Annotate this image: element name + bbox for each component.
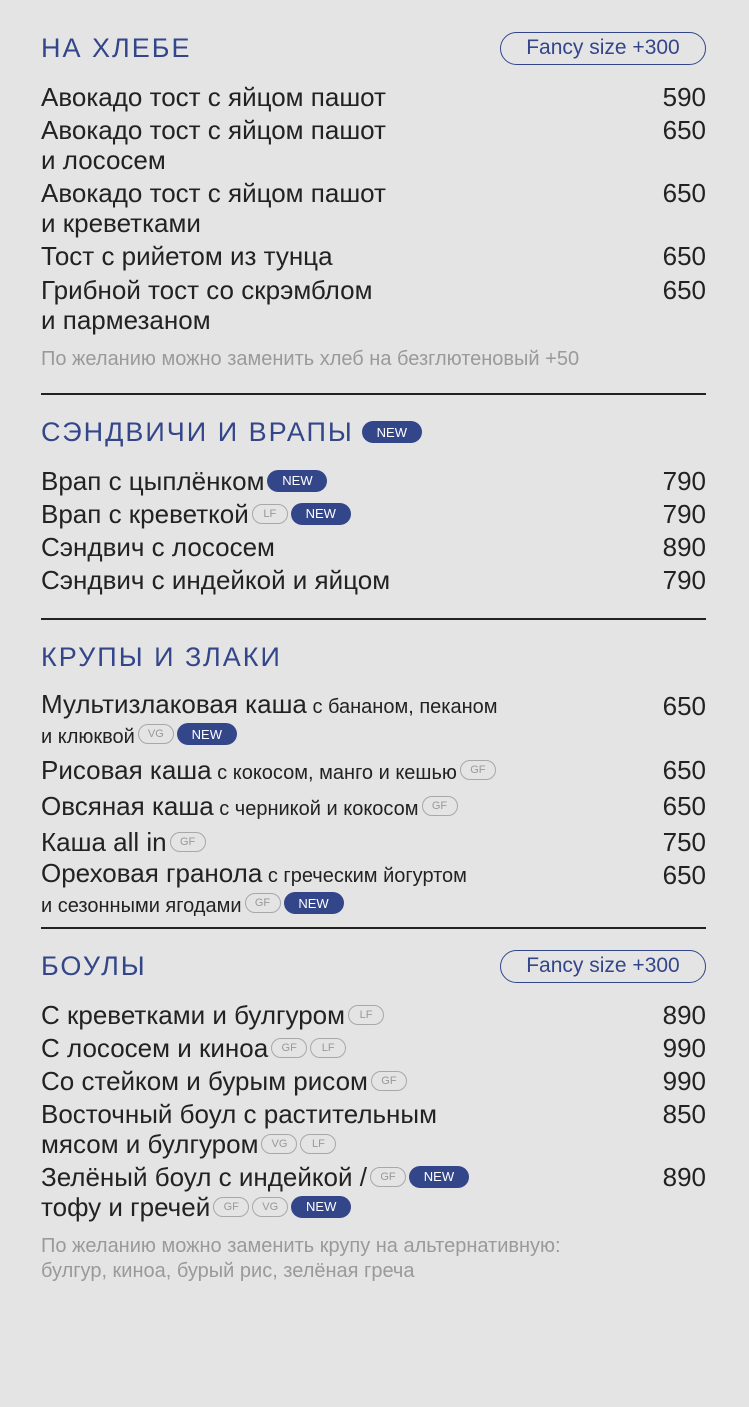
item-description: и сезонными ягодами bbox=[41, 895, 242, 917]
new-badge: NEW bbox=[291, 1196, 351, 1218]
section-header bbox=[41, 412, 706, 452]
section-title: КРУПЫ И ЗЛАКИ bbox=[41, 641, 282, 672]
gf-tag: GF bbox=[271, 1038, 307, 1058]
section-title: НА ХЛЕБЕ bbox=[41, 32, 192, 63]
item-name: Сэндвич с индейкой и яйцом bbox=[41, 565, 391, 595]
item-price: 590 bbox=[662, 82, 706, 112]
item-price: 650 bbox=[662, 178, 706, 208]
item-price: 790 bbox=[662, 565, 706, 595]
menu-item bbox=[41, 691, 706, 751]
menu-item bbox=[41, 755, 706, 788]
new-badge: NEW bbox=[177, 723, 237, 745]
menu-item bbox=[41, 791, 706, 824]
section-note: По желанию можно заменить крупу на альтернативную: булгур, киноа, бурый рис, зелёная греча bbox=[41, 1235, 561, 1282]
fancy-size-badge: Fancy size +300 bbox=[500, 32, 706, 65]
menu-item bbox=[41, 827, 706, 857]
section-header bbox=[41, 637, 706, 677]
menu-item bbox=[41, 275, 706, 335]
gf-tag: GF bbox=[370, 1167, 406, 1187]
item-price: 790 bbox=[662, 466, 706, 496]
item-name: Сэндвич с лососем bbox=[41, 532, 275, 562]
gf-tag: GF bbox=[460, 760, 496, 780]
item-name: Овсяная каша bbox=[41, 791, 214, 821]
new-badge: NEW bbox=[291, 503, 351, 525]
menu-item bbox=[41, 860, 706, 920]
item-name: Зелёный боул с индейкой / bbox=[41, 1162, 367, 1192]
lf-tag: LF bbox=[348, 1005, 384, 1025]
item-price: 990 bbox=[662, 1033, 706, 1063]
item-name: Рисовая каша bbox=[41, 755, 212, 785]
item-price: 650 bbox=[662, 791, 706, 821]
fancy-size-badge: Fancy size +300 bbox=[500, 950, 706, 983]
new-badge: NEW bbox=[409, 1166, 469, 1188]
section-header bbox=[41, 28, 706, 68]
item-price: 890 bbox=[662, 1000, 706, 1030]
item-name: мясом и булгуром bbox=[41, 1129, 259, 1159]
section-title: БОУЛЫ bbox=[41, 950, 147, 981]
item-price: 790 bbox=[662, 499, 706, 529]
item-name: Каша all in bbox=[41, 827, 167, 857]
gf-tag: GF bbox=[170, 832, 206, 852]
item-name: Авокадо тост с яйцом пашот и лососем bbox=[41, 115, 386, 175]
menu-item bbox=[41, 241, 706, 271]
item-price: 650 bbox=[662, 275, 706, 305]
menu-item bbox=[41, 565, 706, 595]
item-name: С лососем и киноа bbox=[41, 1033, 269, 1063]
new-badge: NEW bbox=[267, 470, 327, 492]
item-description: с бананом, пеканом bbox=[306, 696, 498, 718]
menu-item bbox=[41, 1033, 706, 1063]
item-name: Врап с креветкой bbox=[41, 499, 249, 529]
item-price: 650 bbox=[662, 241, 706, 271]
menu-item bbox=[41, 1066, 706, 1096]
vg-tag: VG bbox=[138, 724, 174, 744]
item-name: Авокадо тост с яйцом пашот bbox=[41, 82, 386, 112]
item-description: и клюквой bbox=[41, 726, 135, 748]
section-grains bbox=[41, 637, 706, 920]
lf-tag: LF bbox=[252, 504, 288, 524]
gf-tag: GF bbox=[422, 796, 458, 816]
menu-item bbox=[41, 178, 706, 238]
section-note: По желанию можно заменить хлеб на безглютеновый +50 bbox=[41, 348, 580, 370]
divider bbox=[41, 927, 706, 929]
menu-item bbox=[41, 532, 706, 562]
section-sandwiches bbox=[41, 412, 706, 595]
item-description: с греческим йогуртом bbox=[262, 865, 467, 887]
item-price: 750 bbox=[662, 827, 706, 857]
vg-tag: VG bbox=[252, 1197, 288, 1217]
lf-tag: LF bbox=[310, 1038, 346, 1058]
item-price: 650 bbox=[662, 115, 706, 145]
item-name: Тост с рийетом из тунца bbox=[41, 241, 333, 271]
lf-tag: LF bbox=[300, 1134, 336, 1154]
section-header bbox=[41, 946, 706, 986]
item-price: 990 bbox=[662, 1066, 706, 1096]
menu-item bbox=[41, 1162, 706, 1222]
section-bowls bbox=[41, 946, 706, 1284]
gf-tag: GF bbox=[213, 1197, 249, 1217]
item-price: 890 bbox=[662, 532, 706, 562]
new-badge: NEW bbox=[284, 892, 344, 914]
gf-tag: GF bbox=[245, 893, 281, 913]
vg-tag: VG bbox=[261, 1134, 297, 1154]
item-description: с кокосом, манго и кешью bbox=[211, 762, 457, 784]
item-price: 890 bbox=[662, 1162, 706, 1192]
item-name: Грибной тост со скрэмблом и пармезаном bbox=[41, 275, 373, 335]
item-name: Со стейком и бурым рисом bbox=[41, 1066, 368, 1096]
item-description: с черникой и кокосом bbox=[213, 798, 419, 820]
item-name: Восточный боул с растительным bbox=[41, 1099, 437, 1129]
item-name: Ореховая гранола bbox=[41, 858, 263, 888]
item-name: С креветками и булгуром bbox=[41, 1000, 346, 1030]
section-title: СЭНДВИЧИ И ВРАПЫ bbox=[41, 416, 354, 447]
item-name: Авокадо тост с яйцом пашот и креветками bbox=[41, 178, 386, 238]
menu-item bbox=[41, 1099, 706, 1159]
divider bbox=[41, 618, 706, 620]
menu-item bbox=[41, 115, 706, 175]
item-name: Мультизлаковая каша bbox=[41, 689, 307, 719]
section-bread bbox=[41, 28, 706, 372]
item-price: 650 bbox=[662, 860, 706, 890]
item-name: тофу и гречей bbox=[41, 1192, 211, 1222]
menu-item bbox=[41, 466, 706, 496]
item-price: 650 bbox=[662, 755, 706, 785]
menu-item bbox=[41, 499, 706, 529]
menu-item bbox=[41, 82, 706, 112]
item-name: Врап с цыплёнком bbox=[41, 466, 265, 496]
item-price: 650 bbox=[662, 691, 706, 721]
divider bbox=[41, 393, 706, 395]
new-badge: NEW bbox=[362, 421, 422, 443]
item-price: 850 bbox=[662, 1099, 706, 1129]
menu-item bbox=[41, 1000, 706, 1030]
gf-tag: GF bbox=[371, 1071, 407, 1091]
